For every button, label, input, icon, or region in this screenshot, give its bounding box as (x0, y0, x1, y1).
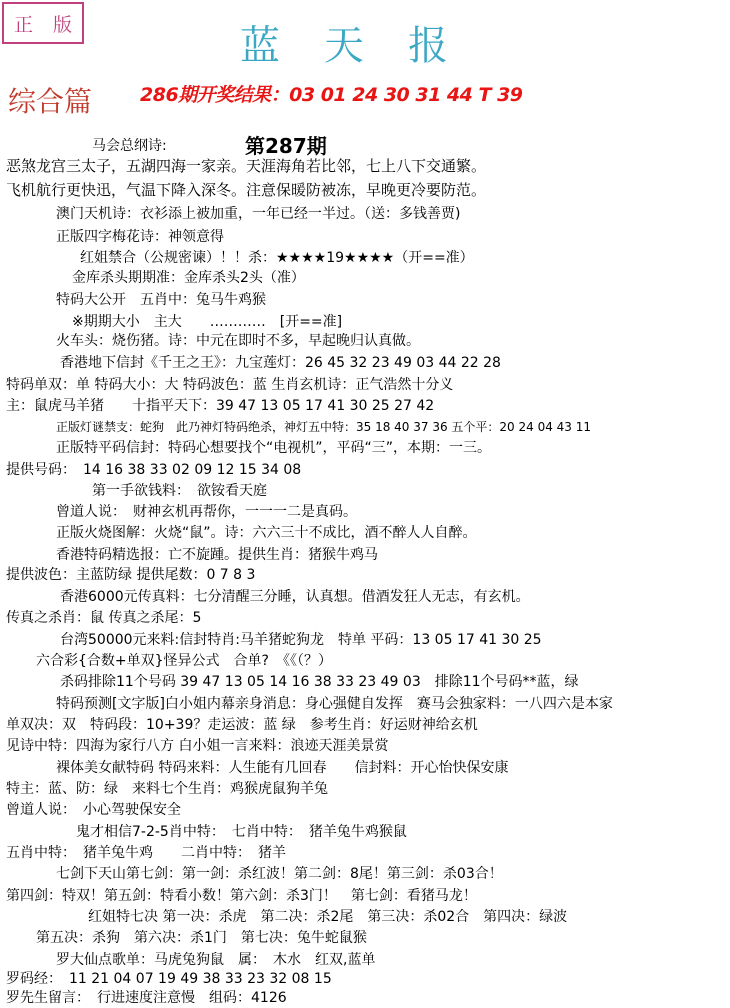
text-line: 第五决：杀狗 第六决：杀1门 第七决：兔牛蛇鼠猴 (36, 930, 367, 946)
text-line: 提供波色：主蓝防绿 提供尾数：0 7 8 3 (6, 567, 256, 583)
text-line: 见诗中特：四海为家行八方 白小姐一言来料：浪迹天涯美景赏 (6, 738, 389, 754)
text-line: 香港6000元传真料：七分清醒三分睡，认真想。借酒发狂人无志，有玄机。 (60, 589, 530, 605)
text-line: 罗码经： 11 21 04 07 19 49 38 33 23 32 08 15 (6, 971, 332, 987)
text-line: 香港地下信封《千王之王》：九宝莲灯：26 45 32 23 49 03 44 22 28 (60, 355, 501, 371)
text-line: 单双决：双 特码段：10+39？走运波：蓝 绿 参考生肖：好运财神给玄机 (6, 717, 478, 733)
text-line: 曾道人说： 小心驾驶保安全 (6, 802, 181, 818)
text-line: 主：鼠虎马羊猪 十指平天下：39 47 13 05 17 41 30 25 27 42 (6, 398, 435, 414)
text-line: 七剑下天山第七剑：第一剑：杀红波！第二剑：8尾！第三剑：杀03合！ (56, 866, 503, 882)
text-line: 曾道人说： 财神玄机再帮你，一一一二是真码。 (56, 504, 357, 520)
text-line: 红姐特七决 第一决：杀虎 第二决：杀2尾 第三决：杀02合 第四决：绿波 (88, 909, 568, 925)
lottery-result-headline: 286期开奖结果：03 01 24 30 31 44 T 39 (140, 84, 523, 106)
text-line: 香港特码精选报：亡不旋踵。提供生肖：猪猴牛鸡马 (56, 547, 378, 563)
text-line: 特码单双：单 特码大小：大 特码波色：蓝 生肖玄机诗：正气浩然十分义 (6, 377, 454, 393)
newspaper-masthead: 蓝天报 (240, 23, 492, 69)
text-line: 鬼才相信7-2-5肖中特： 七肖中特： 猪羊兔牛鸡猴鼠 (76, 824, 407, 840)
text-line: 特主：蓝、防：绿 来料七个生肖：鸡猴虎鼠狗羊兔 (6, 781, 328, 797)
stamp-right-char: 版 (52, 13, 72, 36)
text-line: 罗大仙点歌单：马虎兔狗鼠 属： 木水 红双,蓝单 (56, 952, 376, 968)
text-line: ※期期大小 主大 ………… [开==准] (72, 314, 343, 330)
text-line: 特码大公开 五肖中：兔马牛鸡猴 (56, 292, 266, 308)
authentic-edition-stamp (2, 2, 84, 44)
stamp-left-char: 正 (13, 13, 33, 36)
text-line: 正版火烧图解：火烧“鼠”。诗：六六三十不成比，酒不醉人人自醉。 (56, 525, 477, 541)
section-title: 综合篇 (8, 85, 93, 118)
text-line: 马会总纲诗: (92, 138, 167, 154)
text-line: 恶煞龙宫三太子，五湖四海一家亲。天涯海角若比邻，七上八下交通繁。 (6, 157, 487, 175)
text-line: 火车头：烧伤猪。诗：中元在即时不多，早起晚归认真做。 (56, 333, 420, 349)
text-line: 正版特平码信封：特码心想要找个“电视机”，平码“三”，本期：一三。 (56, 440, 492, 456)
text-line: 台湾50000元来料:信封特肖:马羊猪蛇狗龙 特单 平码：13 05 17 41 30 25 (60, 632, 542, 648)
text-line: 杀码排除11个号码 39 47 13 05 14 16 38 33 23 49 03 排除11个号码**蓝，绿 (60, 674, 579, 690)
text-line: 六合彩{合数+单双}怪异公式 合单? 《《（？） (36, 653, 332, 669)
text-line: 正版灯谜禁支：蛇狗 此乃神灯特码绝杀，神灯五中特：35 18 40 37 36 五个平：20 24 04 43 11 (56, 420, 592, 434)
text-line: 澳门天机诗：衣衫添上被加重，一年已经一半过。（送：多钱善贾) (56, 206, 461, 222)
text-line: 红姐禁合（公规密谏）！！杀：★★★★19★★★★（开==准） (80, 250, 474, 266)
text-line: 第一手欲钱料： 欲铵看天庭 (92, 483, 267, 499)
issue-number: 第287期 (245, 134, 327, 158)
text-line: 第四剑：特双！第五剑：特看小数！第六剑：杀3门！ 第七剑：看猪马龙！ (6, 888, 477, 904)
text-line: 五肖中特： 猪羊兔牛鸡 二肖中特： 猪羊 (6, 845, 286, 861)
text-line: 正版四字梅花诗：神领意得 (56, 229, 224, 245)
text-line: 提供号码： 14 16 38 33 02 09 12 15 34 08 (6, 462, 302, 478)
text-line: 金库杀头期期准：金库杀头2头（准） (72, 270, 305, 286)
text-line: 罗先生留言： 行进速度注意慢 组码：4126 (6, 990, 287, 1006)
text-line: 飞机航行更快迅，气温下降入深冬。注意保暖防被冻，早晚更冷要防范。 (6, 181, 487, 199)
text-line: 传真之杀肖：鼠 传真之杀尾：5 (6, 610, 202, 626)
text-line: 特码预测[文字版]白小姐内幕亲身消息：身心强健自发挥 赛马会独家料：一八四六是本家 (56, 696, 613, 712)
text-line: 裸体美女献特码 特码来料：人生能有几回春 信封料：开心怡快保安康 (56, 760, 509, 776)
